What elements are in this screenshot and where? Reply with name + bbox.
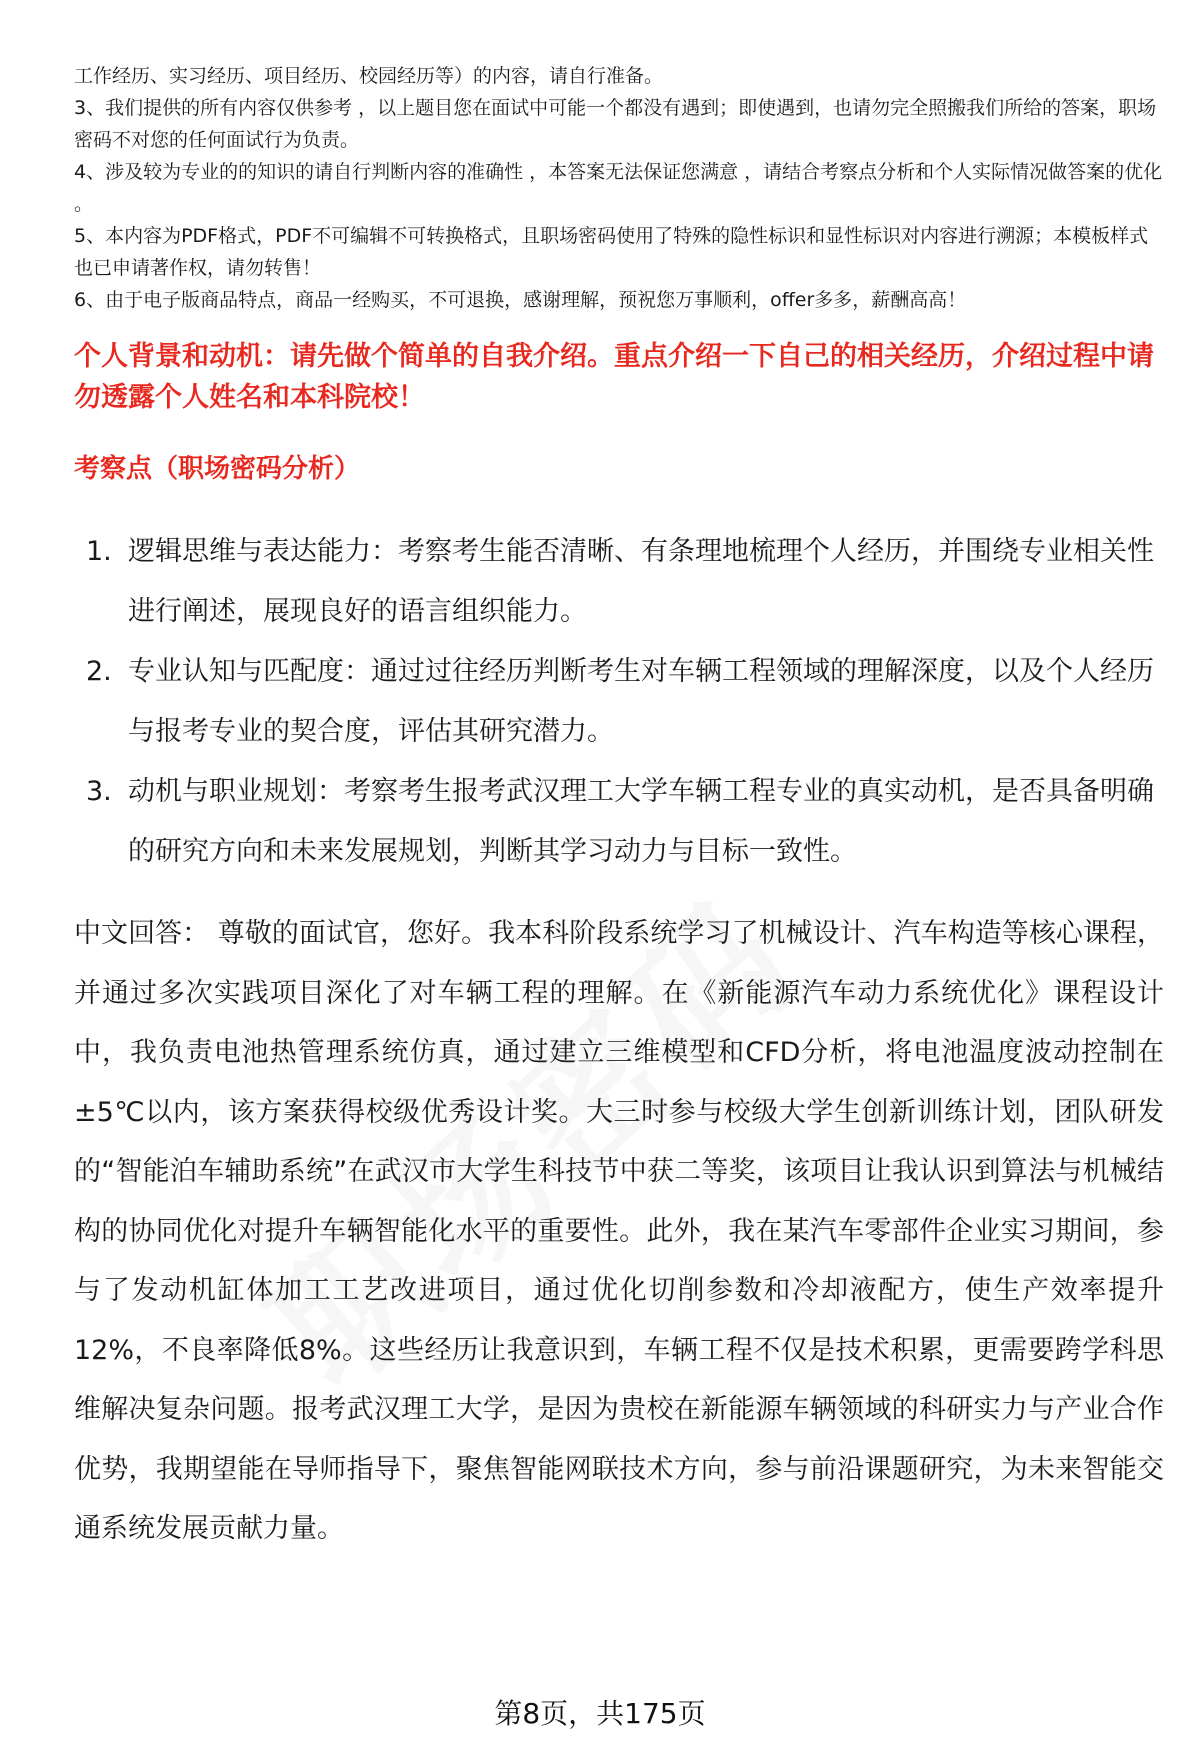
- note-line: 工作经历、实习经历、项目经历、校园经历等）的内容，请自行准备。: [74, 65, 664, 87]
- page-number: 第8页，共175页: [494, 1697, 706, 1730]
- list-item-number: 2.: [86, 656, 112, 687]
- list-item-number: 1.: [86, 536, 112, 567]
- list-item-text: 动机与职业规划：考察考生报考武汉理工大学车辆工程专业的真实动机，是否具备明确的研究方向和未来发展规划，判断其学习动力与目标一致性。: [128, 776, 1154, 867]
- assessment-points-list: [74, 522, 1164, 882]
- note-line: 6、由于电子版商品特点，商品一经购买，不可退换，感谢理解，预祝您万事顺利，offer多多，薪酬高高！: [74, 289, 967, 311]
- list-item: [74, 522, 1164, 642]
- list-item-text: 逻辑思维与表达能力：考察考生能否清晰、有条理地梳理个人经历，并围绕专业相关性进行阐述，展现良好的语言组织能力。: [128, 536, 1154, 627]
- question-heading: 个人背景和动机：请先做个简单的自我介绍。重点介绍一下自己的相关经历，介绍过程中请勿透露个人姓名和本科院校！: [74, 341, 1154, 413]
- note-line: 5、本内容为PDF格式，PDF不可编辑不可转换格式，且职场密码使用了特殊的隐性标识和显性标识对内容进行溯源；本模板样式也已申请著作权，请勿转售！: [74, 225, 1149, 279]
- note-line: 3、我们提供的所有内容仅供参考 ，以上题目您在面试中可能一个都没有遇到；即使遇到，也请勿完全照搬我们所给的答案，职场密码不对您的任何面试行为负责。: [74, 97, 1157, 151]
- list-item-text: 专业认知与匹配度：通过过往经历判断考生对车辆工程领域的理解深度，以及个人经历与报考专业的契合度，评估其研究潜力。: [128, 656, 1154, 747]
- answer-paragraph: 中文回答： 尊敬的面试官，您好。我本科阶段系统学习了机械设计、汽车构造等核心课程，并通过多次实践项目深化了对车辆工程的理解。在《新能源汽车动力系统优化》课程设计中，我负责电池热管理系统仿真，通过建立三维模型和CFD分析，将电池温度波动控制在±5℃以内，该方案获得校级优秀设计奖。大三时参与校级大学生创新训练计划，团队研发的“智能泊车辅助系统”在武汉市大学生科技节中获二等奖，该项目让我认识到算法与机械结构的协同优化对提升车辆智能化水平的重要性。此外，我在某汽车零部件企业实习期间，参与了发动机缸体加工工艺改进项目，通过优化切削参数和冷却液配方，使生产效率提升12%，不良率降低8%。这些经历让我意识到，车辆工程不仅是技术积累，更需要跨学科思维解决复杂问题。报考武汉理工大学，是因为贵校在新能源车辆领域的科研实力与产业合作优势，我期望能在导师指导下，聚焦智能网联技术方向，参与前沿课题研究，为未来智能交通系统发展贡献力量。: [74, 918, 1164, 1544]
- notes-block: [74, 60, 1164, 316]
- assessment-points-heading: 考察点（职场密码分析）: [74, 454, 361, 484]
- list-item-number: 3.: [86, 776, 112, 807]
- list-item: [74, 642, 1164, 762]
- note-line: 4、涉及较为专业的的知识的请自行判断内容的准确性 ，本答案无法保证您满意 ，请结合考察点分析和个人实际情况做答案的优化 。: [74, 161, 1163, 215]
- list-item: [74, 762, 1164, 882]
